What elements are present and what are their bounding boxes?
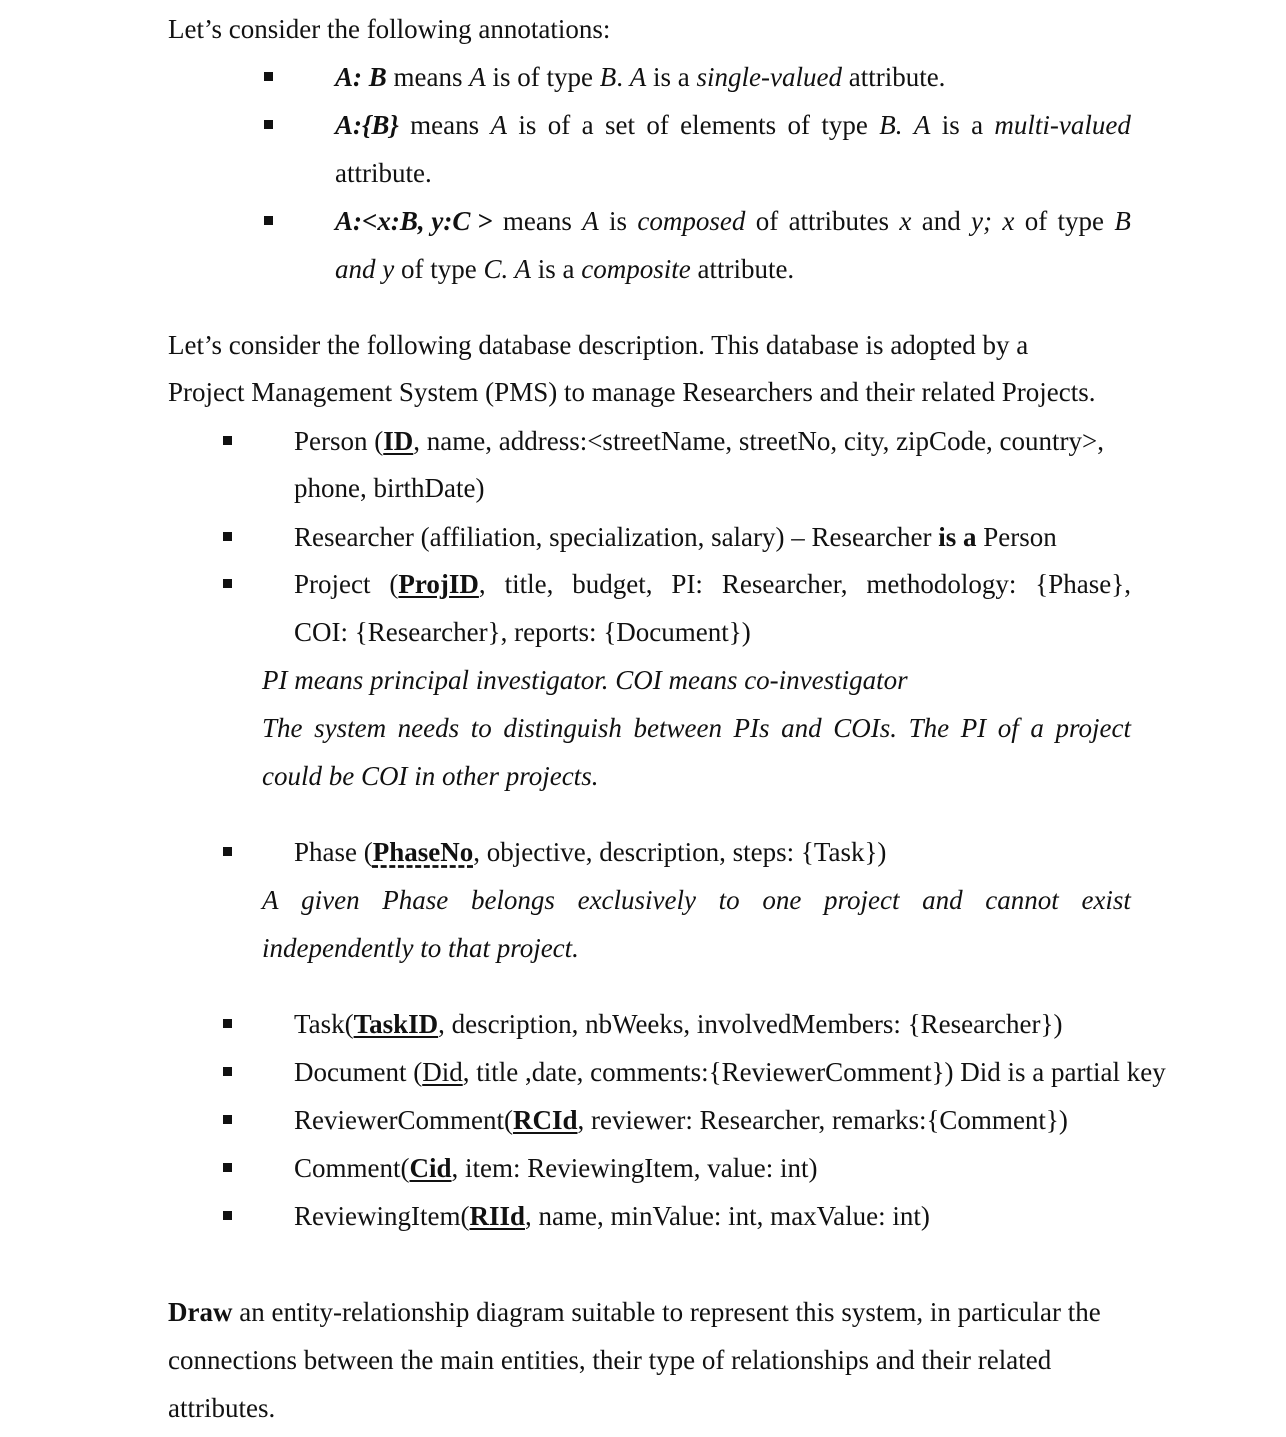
- primary-key: RCId: [512, 1105, 578, 1135]
- bullet-marker: [223, 1163, 232, 1172]
- entity-reviewing-item: ReviewingItem(RIId, name, minValue: int, maxValue: int): [294, 1201, 930, 1231]
- description-line-1: Let’s consider the following database description. This database is adopted by a: [168, 330, 1029, 360]
- entity-reviewer-comment: ReviewerComment(RCId, reviewer: Researcher, remarks:{Comment}): [294, 1105, 1068, 1135]
- primary-key: ID: [383, 426, 414, 456]
- bullet-marker: [223, 1067, 232, 1076]
- bullet-marker: [223, 436, 232, 445]
- annotation-multi-valued: A:{B} means A is of a set of elements of type B. A is a multi-valued: [335, 110, 1131, 140]
- annotation-composite-cont: and y of type C. A is a composite attribute.: [335, 254, 795, 284]
- pi-note: PI means principal investigator. COI means co-investigator: [262, 665, 908, 695]
- bullet-marker: [223, 1115, 232, 1124]
- partial-key: PhaseNo: [372, 837, 474, 867]
- coi-note-cont: could be COI in other projects.: [262, 761, 599, 791]
- entity-document: Document (Did, title ,date, comments:{ReviewerComment}) Did is a partial key: [294, 1057, 1166, 1087]
- description-line-2: Project Management System (PMS) to manage Researchers and their related Projects.: [168, 377, 1096, 407]
- partial-key: Did: [422, 1057, 463, 1087]
- task-statement-line-1: Draw an entity-relationship diagram suitable to represent this system, in particular the: [168, 1297, 1101, 1327]
- task-statement-line-3: attributes.: [168, 1393, 276, 1423]
- bullet-marker: [264, 120, 273, 129]
- annotation-single-valued: A: B means A is of type B. A is a single-valued attribute.: [335, 62, 946, 92]
- entity-person: Person (ID, name, address:<streetName, streetNo, city, zipCode, country>,: [294, 426, 1105, 456]
- entity-researcher: Researcher (affiliation, specialization, salary) – Researcher is a Person: [294, 522, 1057, 552]
- annotation-multi-valued-cont: attribute.: [335, 158, 432, 188]
- primary-key: ProjID: [398, 569, 479, 599]
- bullet-marker: [264, 216, 273, 225]
- primary-key: RIId: [469, 1201, 525, 1231]
- bullet-marker: [223, 847, 232, 856]
- phase-note: A given Phase belongs exclusively to one project and cannot exist: [262, 885, 1131, 915]
- bullet-marker: [223, 579, 232, 588]
- entity-project-cont: COI: {Researcher}, reports: {Document}): [294, 617, 751, 647]
- primary-key: TaskID: [353, 1009, 439, 1039]
- entity-person-cont: phone, birthDate): [294, 473, 485, 503]
- annotations-intro: Let’s consider the following annotations:: [168, 14, 611, 44]
- entity-phase: Phase (PhaseNo, objective, description, steps: {Task}): [294, 837, 887, 867]
- bullet-marker: [264, 72, 273, 81]
- coi-note: The system needs to distinguish between PIs and COIs. The PI of a project: [262, 713, 1131, 743]
- bullet-marker: [223, 1211, 232, 1220]
- bullet-marker: [223, 1019, 232, 1028]
- task-statement-line-2: connections between the main entities, their type of relationships and their related: [168, 1345, 1052, 1375]
- bullet-marker: [223, 532, 232, 541]
- entity-project: Project (ProjID, title, budget, PI: Researcher, methodology: {Phase},: [294, 569, 1131, 599]
- entity-comment: Comment(Cid, item: ReviewingItem, value: int): [294, 1153, 818, 1183]
- entity-task: Task(TaskID, description, nbWeeks, involvedMembers: {Researcher}): [294, 1009, 1063, 1039]
- phase-note-cont: independently to that project.: [262, 933, 579, 963]
- primary-key: Cid: [409, 1153, 452, 1183]
- annotation-composite: A:<x:B, y:C > means A is composed of attributes x and y; x of type B: [335, 206, 1131, 236]
